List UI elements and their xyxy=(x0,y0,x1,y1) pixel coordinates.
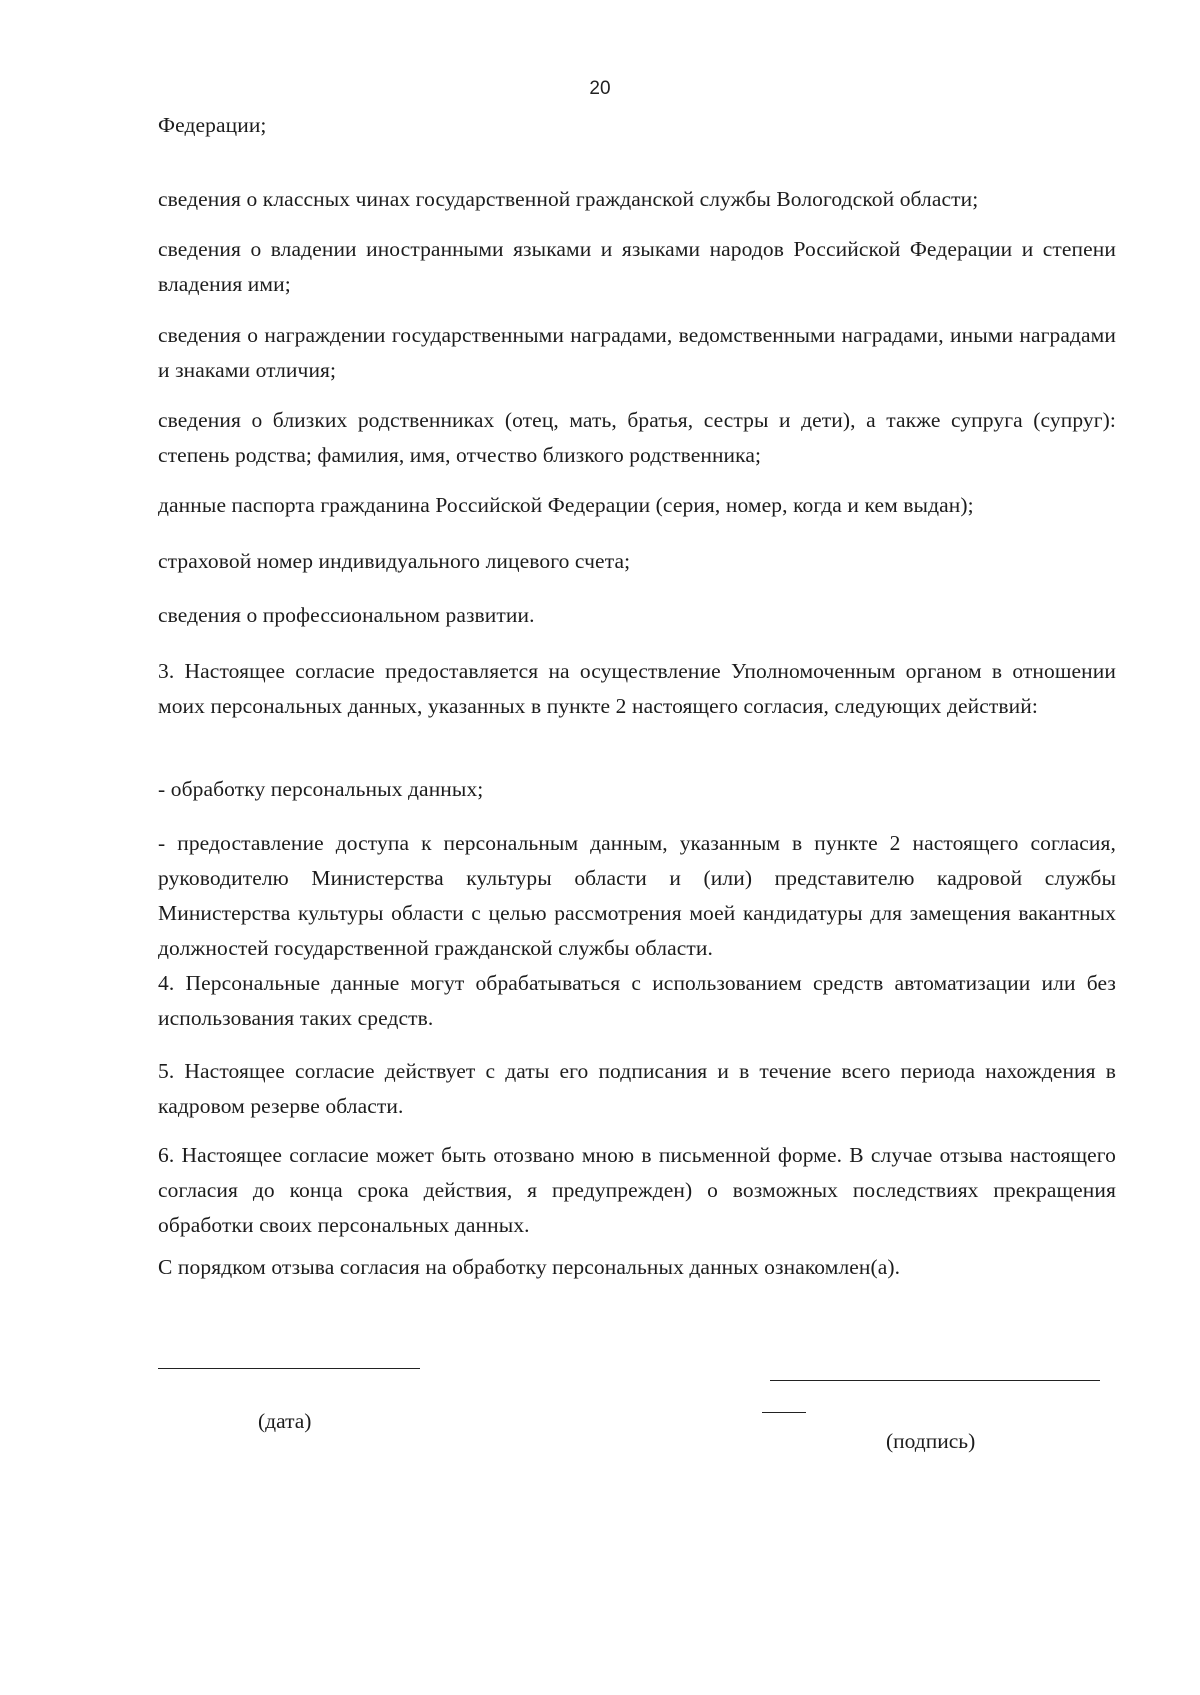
paragraph-continuation: Федерации; xyxy=(158,113,267,137)
paragraph-processing: - обработку персональных данных; xyxy=(158,777,484,801)
paragraph-professional-development: сведения о профессиональном развитии. xyxy=(158,603,535,627)
paragraph-clause-6: 6. Настоящее согласие может быть отозвано мною в письменной форме. В случае отзыва настоящего согласия до конца срока действия, я предупрежден) о возможных последствиях прекращения обработки своих персональных данных. xyxy=(158,1143,1116,1237)
paragraph-relatives: сведения о близких родственниках (отец, мать, братья, сестры и дети), а также супруга (супруг): степень родства; фамилия, имя, отчество близкого родственника; xyxy=(158,408,1116,467)
paragraph-class-ranks: сведения о классных чинах государственной гражданской службы Вологодской области; xyxy=(158,187,979,211)
page-number: 20 xyxy=(589,78,611,99)
paragraph-acknowledgement: С порядком отзыва согласия на обработку персональных данных ознакомлен(а). xyxy=(158,1255,901,1279)
paragraph-languages: сведения о владении иностранными языками и языками народов Российской Федерации и степени владения ими; xyxy=(158,237,1116,296)
date-caption: (дата) xyxy=(258,1409,312,1433)
signature-caption: (подпись) xyxy=(886,1429,976,1453)
signature-line xyxy=(770,1380,1100,1381)
paragraph-access: - предоставление доступа к персональным данным, указанным в пункте 2 настоящего согласия, руководителю Министерства культуры области и (или) представителю кадровой службы Министерства культуры области с целью рассмотрения моей кандидатуры для замещения вакантных должностей государственной гражданской службы области. xyxy=(158,831,1116,960)
date-line xyxy=(158,1368,420,1369)
paragraph-passport: данные паспорта гражданина Российской Федерации (серия, номер, когда и кем выдан); xyxy=(158,493,974,517)
paragraph-awards: сведения о награждении государственными наградами, ведомственными наградами, иными наградами и знаками отличия; xyxy=(158,323,1116,382)
paragraph-clause-4: 4. Персональные данные могут обрабатываться с использованием средств автоматизации или без использования таких средств. xyxy=(158,971,1116,1030)
paragraph-clause-3: 3. Настоящее согласие предоставляется на осуществление Уполномоченным органом в отношении моих персональных данных, указанных в пункте 2 настоящего согласия, следующих действий: xyxy=(158,659,1116,718)
signature-line-tick xyxy=(762,1412,806,1413)
paragraph-insurance-number: страховой номер индивидуального лицевого счета; xyxy=(158,549,631,573)
paragraph-clause-5: 5. Настоящее согласие действует с даты его подписания и в течение всего периода нахождения в кадровом резерве области. xyxy=(158,1059,1116,1118)
